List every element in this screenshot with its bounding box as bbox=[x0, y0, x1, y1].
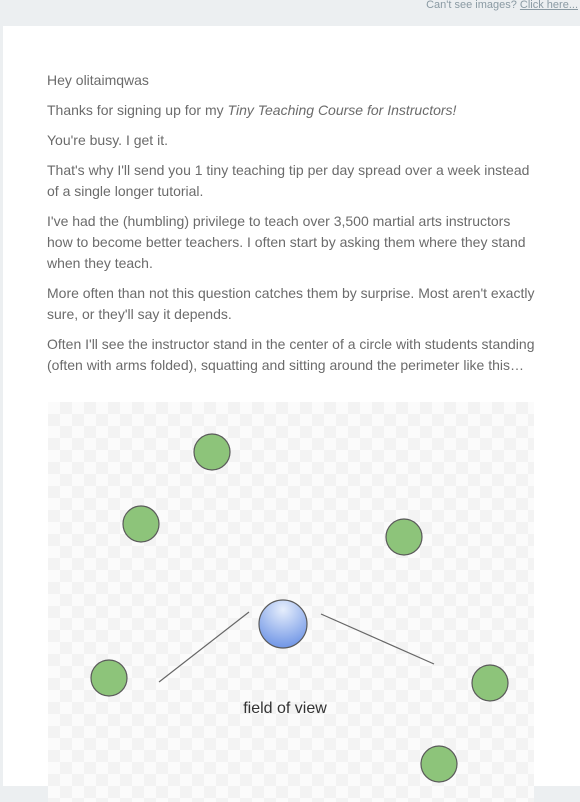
greeting: Hey olitaimqwas bbox=[47, 72, 149, 88]
email-card bbox=[3, 26, 580, 786]
view-line-left bbox=[159, 612, 249, 682]
student-bottom-right bbox=[421, 746, 457, 782]
signup-text: Thanks for signing up for my bbox=[47, 102, 228, 118]
click-here-link[interactable]: Click here... bbox=[519, 0, 578, 11]
field-of-view-label: field of view bbox=[243, 700, 327, 717]
course-name: Tiny Teaching Course for Instructors! bbox=[227, 102, 457, 118]
paragraph-tips: That's why I'll send you 1 tiny teaching tip per day spread over a week instead of a single longer tutorial. bbox=[47, 162, 530, 199]
student-right bbox=[472, 665, 508, 701]
student-upper-right bbox=[386, 519, 422, 555]
student-upper-left bbox=[123, 506, 159, 542]
top-bar bbox=[0, 0, 580, 26]
cant-see-text: Can't see images? bbox=[426, 0, 517, 11]
diagram-svg bbox=[48, 402, 534, 802]
view-line-right bbox=[321, 614, 434, 664]
paragraph-privilege: I've had the (humbling) privilege to teach over 3,500 martial arts instructors how to become better teachers. I often start by asking them where they stand when they teach. bbox=[47, 213, 526, 271]
instructor bbox=[259, 600, 307, 648]
student-top bbox=[194, 434, 230, 470]
paragraph-surprise: More often than not this question catches them by surprise. Most aren't exactly sure, or they'll say it depends. bbox=[47, 285, 535, 322]
paragraph-signup bbox=[47, 100, 539, 121]
paragraph-busy: You're busy. I get it. bbox=[47, 132, 168, 148]
field-of-view-diagram bbox=[48, 402, 534, 802]
student-left bbox=[91, 660, 127, 696]
email-body bbox=[47, 70, 539, 385]
image-fallback-notice bbox=[426, 0, 578, 11]
paragraph-circle: Often I'll see the instructor stand in the center of a circle with students standing (often with arms folded), squatting and sitting around the perimeter like this… bbox=[47, 336, 535, 373]
